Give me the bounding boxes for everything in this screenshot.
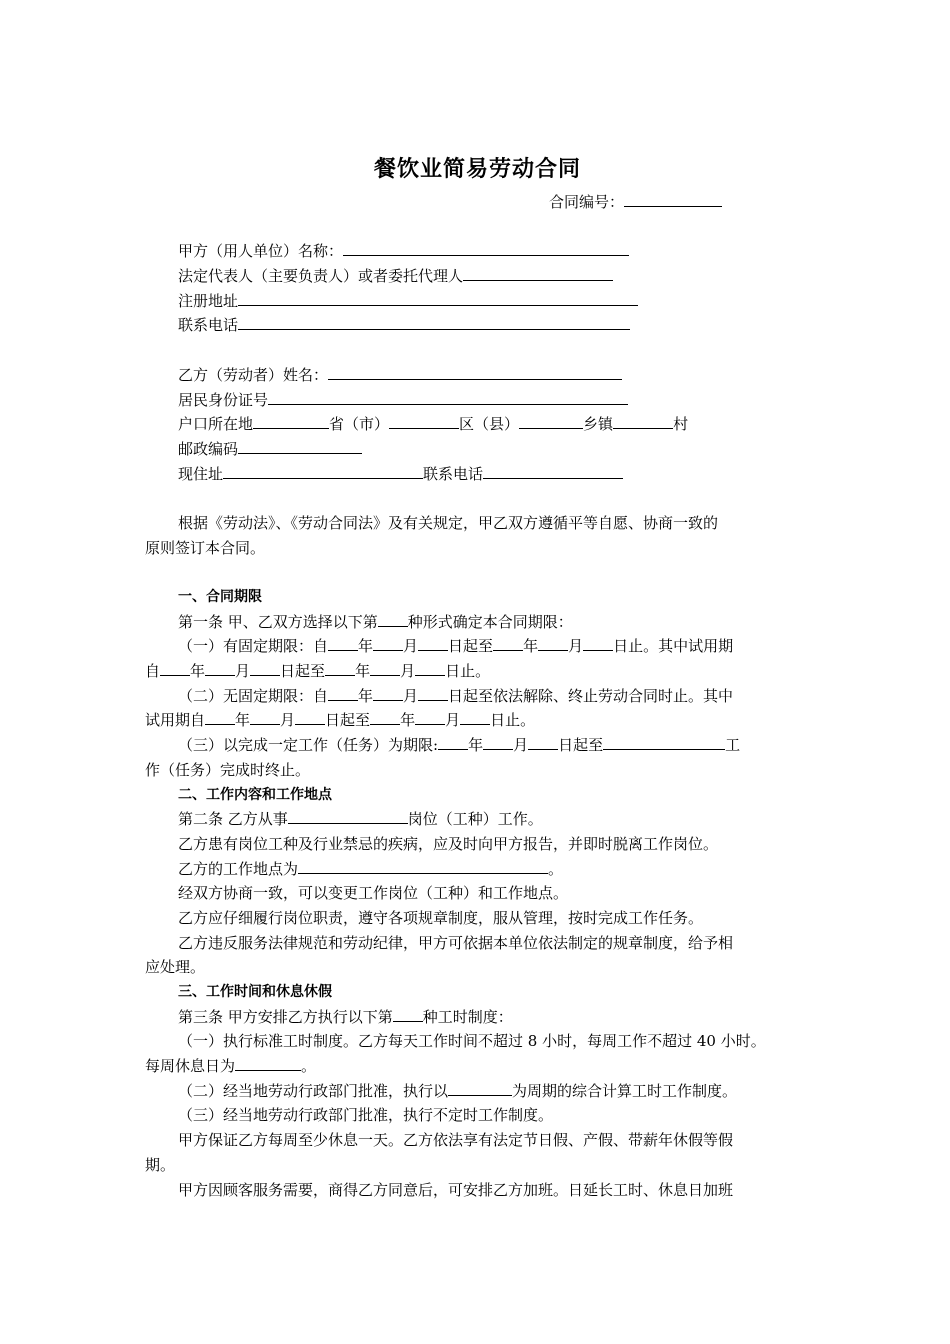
blank-year[interactable] bbox=[160, 660, 190, 676]
blank-month[interactable] bbox=[373, 685, 403, 701]
party-b-hukou-label: 户口所在地 bbox=[178, 415, 254, 434]
option-1-end-text: 日止。其中试用期 bbox=[613, 637, 734, 656]
article-1-text-a: 第一条 甲、乙双方选择以下第 bbox=[178, 612, 378, 631]
s3-option-3-line: （三）经当地劳动行政部门批准，执行不定时工作制度。 bbox=[178, 1106, 554, 1125]
option-3-end-text: 工 bbox=[725, 736, 741, 755]
from-to-text: 日起至 bbox=[325, 711, 371, 730]
end-text: 日止。 bbox=[490, 711, 536, 730]
article-1-form-blank[interactable] bbox=[378, 611, 408, 627]
s3-option-1-line-2 bbox=[145, 1054, 810, 1079]
intro-line-2: 原则签订本合同。 bbox=[145, 538, 266, 557]
end-text: 日止。 bbox=[445, 662, 491, 681]
year-text: 年 bbox=[523, 637, 539, 656]
contract-number-label: 合同编号： bbox=[548, 193, 624, 211]
party-b-postcode-label: 邮政编码 bbox=[178, 439, 239, 458]
option-2-label: （二）无固定期限：自 bbox=[178, 686, 329, 705]
hukou-county-blank[interactable] bbox=[389, 413, 459, 429]
blank-day[interactable] bbox=[528, 734, 558, 750]
article-1-text-b: 种形式确定本合同期限： bbox=[407, 612, 573, 631]
blank-month[interactable] bbox=[538, 635, 568, 651]
workplace-label: 乙方的工作地点为 bbox=[178, 859, 299, 878]
blank-year[interactable] bbox=[438, 734, 468, 750]
party-b-id-blank[interactable] bbox=[268, 389, 628, 405]
option-1-label: （一）有固定期限：自 bbox=[178, 637, 329, 656]
hukou-province-blank[interactable] bbox=[253, 413, 329, 429]
blank-year[interactable] bbox=[328, 685, 358, 701]
year-text: 年 bbox=[400, 711, 416, 730]
month-text: 月 bbox=[235, 662, 251, 681]
work-hour-type-blank[interactable] bbox=[393, 1006, 423, 1022]
section-3-heading: 三、工作时间和休息休假 bbox=[178, 984, 332, 1000]
month-text: 月 bbox=[403, 637, 419, 656]
party-b-address-label: 现住址 bbox=[178, 464, 224, 483]
party-b-postcode-blank[interactable] bbox=[238, 438, 362, 454]
article-2-text-b: 岗位（工种）工作。 bbox=[407, 810, 543, 829]
party-b-phone-label: 联系电话 bbox=[423, 464, 484, 483]
s3-option-2-text-b: 为周期的综合计算工时工作制度。 bbox=[512, 1081, 738, 1100]
party-a-address-label: 注册地址 bbox=[178, 291, 239, 310]
party-b-name-line bbox=[145, 363, 810, 388]
party-b-phone-blank[interactable] bbox=[483, 463, 623, 479]
s3-option-2-text-a: （二）经当地劳动行政部门批准，执行以 bbox=[178, 1081, 449, 1100]
party-a-address-line bbox=[145, 289, 810, 314]
option-2-line-2 bbox=[145, 708, 810, 733]
party-a-rep-label: 法定代表人（主要负责人）或者委托代理人 bbox=[178, 267, 464, 286]
blank-day[interactable] bbox=[295, 709, 325, 725]
workplace-blank[interactable] bbox=[298, 858, 548, 874]
month-text: 月 bbox=[513, 736, 529, 755]
party-a-name-line bbox=[145, 239, 810, 264]
month-text: 月 bbox=[568, 637, 584, 656]
year-text: 年 bbox=[358, 637, 374, 656]
option-3-label: （三）以完成一定工作（任务）为期限: bbox=[178, 736, 439, 755]
s3-line-7: 甲方因顾客服务需要，商得乙方同意后，可安排乙方加班。日延长工时、休息日加班 bbox=[178, 1180, 734, 1199]
blank-month[interactable] bbox=[250, 709, 280, 725]
blank-year[interactable] bbox=[205, 709, 235, 725]
village-label: 村 bbox=[673, 415, 689, 434]
period-text: 。 bbox=[301, 1057, 317, 1076]
from-to-text: 日起至 bbox=[558, 736, 604, 755]
rest-day-blank[interactable] bbox=[235, 1055, 301, 1071]
article-2-line bbox=[145, 807, 810, 832]
year-text: 年 bbox=[468, 736, 484, 755]
intro-line-1: 根据《劳动法》、《劳动合同法》及有关规定，甲乙双方遵循平等自愿、协商一致的 bbox=[178, 513, 719, 532]
option-1-line-1 bbox=[145, 634, 810, 659]
party-b-address-blank[interactable] bbox=[223, 463, 423, 479]
blank-day[interactable] bbox=[418, 635, 448, 651]
s2-line-4: 经双方协商一致，可以变更工作岗位（工种）和工作地点。 bbox=[178, 884, 569, 903]
s2-line-5: 乙方应仔细履行岗位职责，遵守各项规章制度，服从管理，按时完成工作任务。 bbox=[178, 908, 704, 927]
s3-option-1-line-1: （一）执行标准工时制度。乙方每天工作时间不超过 8 小时，每周工作不超过 40 小时。 bbox=[178, 1032, 766, 1051]
blank-year[interactable] bbox=[325, 660, 355, 676]
blank-month[interactable] bbox=[415, 709, 445, 725]
cycle-blank[interactable] bbox=[448, 1080, 512, 1096]
s2-line-6: 乙方违反服务法律规范和劳动纪律，甲方可依据本单位依法制定的规章制度，给予相 bbox=[178, 933, 734, 952]
party-b-id-label: 居民身份证号 bbox=[178, 390, 269, 409]
s2-line-7: 应处理。 bbox=[145, 958, 206, 977]
party-a-rep-line bbox=[145, 264, 810, 289]
section-1-heading: 一、合同期限 bbox=[178, 589, 262, 605]
contract-number-blank[interactable] bbox=[624, 191, 722, 207]
article-3-text-a: 第三条 甲方安排乙方执行以下第 bbox=[178, 1007, 393, 1026]
blank-day[interactable] bbox=[250, 660, 280, 676]
blank-month[interactable] bbox=[373, 635, 403, 651]
rest-day-label: 每周休息日为 bbox=[145, 1057, 236, 1076]
task-blank[interactable] bbox=[603, 734, 725, 750]
option-3-line-2: 作（任务）完成时终止。 bbox=[145, 760, 311, 779]
option-3-line-1 bbox=[145, 733, 810, 758]
month-text: 月 bbox=[280, 711, 296, 730]
party-b-address-line bbox=[145, 462, 810, 487]
year-text: 年 bbox=[190, 662, 206, 681]
blank-day[interactable] bbox=[460, 709, 490, 725]
from-to-text: 日起至 bbox=[448, 637, 494, 656]
article-2-text-a: 第二条 乙方从事 bbox=[178, 810, 288, 829]
option-2-text: 日起至依法解除、终止劳动合同时止。其中 bbox=[448, 686, 734, 705]
s3-line-5: 甲方保证乙方每周至少休息一天。乙方依法享有法定节日假、产假、带薪年休假等假 bbox=[178, 1131, 734, 1150]
party-a-name-label: 甲方（用人单位）名称： bbox=[178, 242, 344, 261]
blank-year[interactable] bbox=[328, 635, 358, 651]
period-text: 。 bbox=[548, 859, 564, 878]
party-a-phone-blank[interactable] bbox=[238, 314, 630, 330]
contract-document bbox=[145, 150, 810, 1202]
party-b-hukou-line bbox=[145, 412, 810, 437]
county-label: 区（县） bbox=[459, 415, 520, 434]
blank-year[interactable] bbox=[370, 709, 400, 725]
probation-from-text: 试用期自 bbox=[145, 711, 206, 730]
party-b-id-line bbox=[145, 388, 810, 413]
option-2-line-1 bbox=[145, 684, 810, 709]
contract-number-line bbox=[145, 190, 810, 215]
year-text: 年 bbox=[358, 686, 374, 705]
blank-month[interactable] bbox=[370, 660, 400, 676]
blank-day[interactable] bbox=[583, 635, 613, 651]
article-3-text-b: 种工时制度： bbox=[422, 1007, 513, 1026]
party-a-address-blank[interactable] bbox=[238, 290, 638, 306]
province-label: 省（市） bbox=[329, 415, 390, 434]
party-a-rep-blank[interactable] bbox=[463, 265, 613, 281]
article-3-line bbox=[145, 1005, 810, 1030]
s3-option-2-line bbox=[145, 1079, 810, 1104]
party-b-postcode-line bbox=[145, 437, 810, 462]
month-text: 月 bbox=[400, 662, 416, 681]
s3-line-6: 期。 bbox=[145, 1155, 176, 1174]
s2-line-2: 乙方患有岗位工种及行业禁忌的疾病，应及时向甲方报告，并即时脱离工作岗位。 bbox=[178, 834, 719, 853]
document-title: 餐饮业简易劳动合同 bbox=[373, 157, 581, 182]
from-to-text: 日起至 bbox=[280, 662, 326, 681]
year-text: 年 bbox=[355, 662, 371, 681]
party-b-name-blank[interactable] bbox=[328, 364, 622, 380]
section-2-heading: 二、工作内容和工作地点 bbox=[178, 786, 332, 803]
town-label: 乡镇 bbox=[583, 415, 614, 434]
blank-month[interactable] bbox=[483, 734, 513, 750]
hukou-town-blank[interactable] bbox=[519, 413, 583, 429]
blank-month[interactable] bbox=[205, 660, 235, 676]
option-1-line-2 bbox=[145, 659, 810, 684]
party-a-phone-label: 联系电话 bbox=[178, 316, 239, 335]
from-text: 自 bbox=[145, 662, 161, 681]
s2-line-3 bbox=[145, 857, 810, 882]
position-blank[interactable] bbox=[288, 808, 408, 824]
article-1-line bbox=[145, 610, 810, 635]
month-text: 月 bbox=[445, 711, 461, 730]
blank-year[interactable] bbox=[493, 635, 523, 651]
month-text: 月 bbox=[403, 686, 419, 705]
party-a-name-blank[interactable] bbox=[343, 240, 629, 256]
year-text: 年 bbox=[235, 711, 251, 730]
party-a-phone-line bbox=[145, 313, 810, 338]
blank-day[interactable] bbox=[415, 660, 445, 676]
hukou-village-blank[interactable] bbox=[613, 413, 673, 429]
party-b-name-label: 乙方（劳动者）姓名： bbox=[178, 365, 329, 384]
blank-day[interactable] bbox=[418, 685, 448, 701]
